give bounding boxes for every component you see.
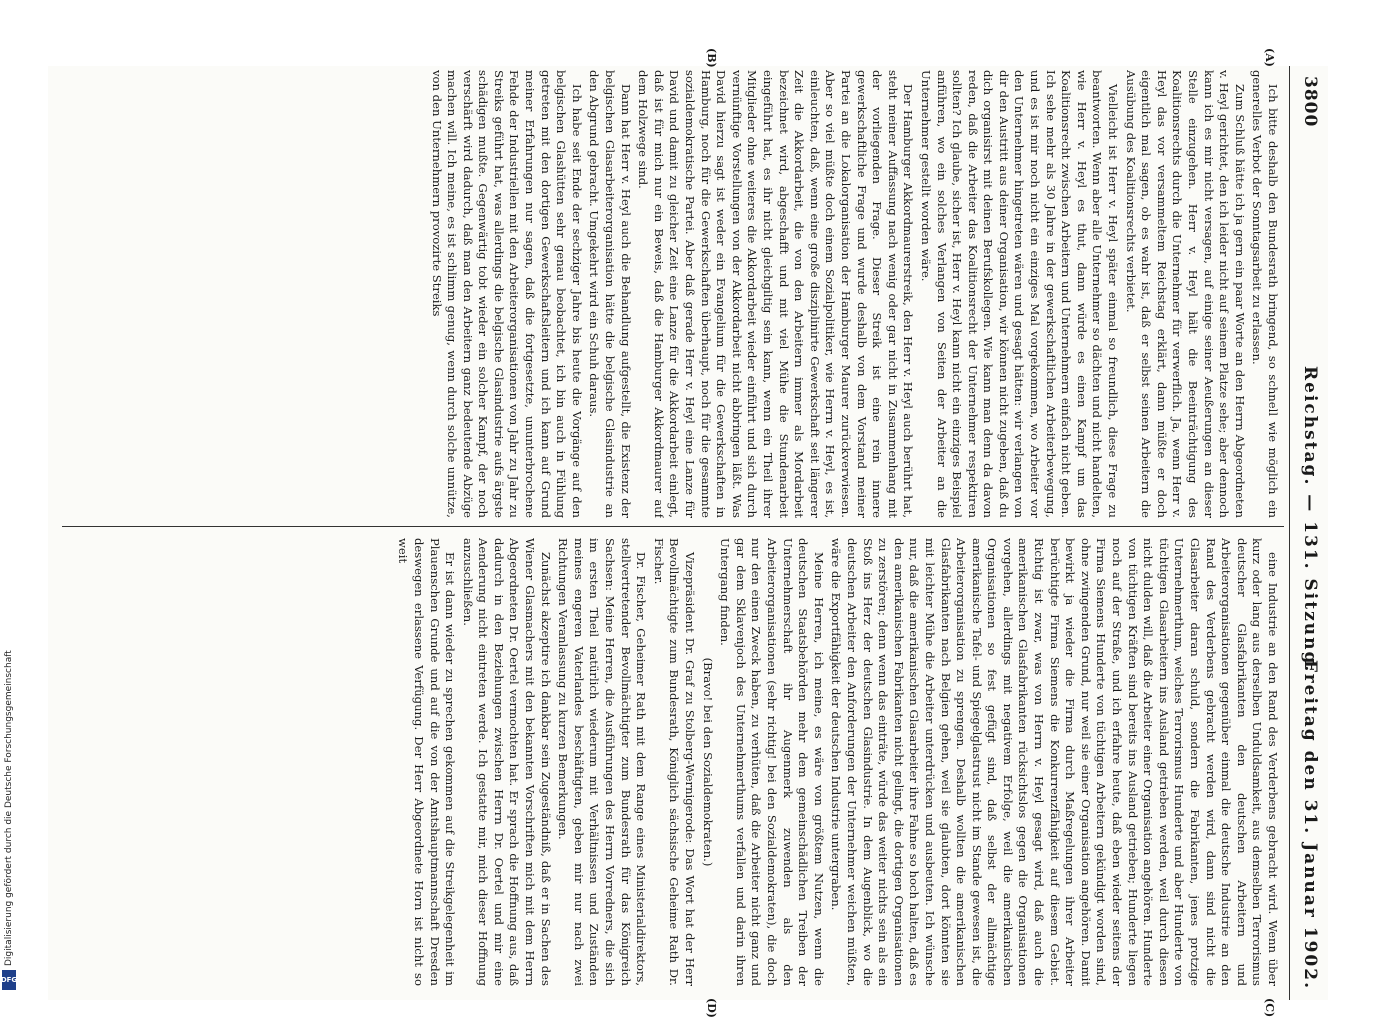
right-paragraph: Meine Herren, ich meine, es wäre von größtem Nutzen, wenn die deutschen Staatsbehörden mehr dem gemeinschädlichen Treiben der Unternehmerschaft ihr Augenmerk zuwenden als den Arbeiterorganisationen (sehr richtig! bei den Sozialdemokraten), die doch nur den einen Zweck haben, zu verhüten, daß die Arbeiter nicht ganz und gar dem Sklavenjoch des Unternehmerthums verfallen und darin ihren Untergang finden.	[718, 538, 826, 986]
credit-text: Digitalisierung gefördert durch die Deutsche Forschungsgemeinschaft	[4, 650, 14, 966]
margin-mark-a: (A)	[1263, 48, 1276, 67]
right-paragraph: eine Industrie an den Rand des Verderbens gebracht wird. Wenn über kurz oder lang aus derselben Unduldsamkeit, aus demselben Terrorismus deutscher Glasfabrikanten den deutschen Arbeitern und Arbeiterorganisationen gegenüber einmal die deutsche Industrie an den Rand des Verderbens gebracht werden wird, dann sind nicht die Glasarbeiter daran schuld, sondern die Fabrikanten, jenes protzige Unternehmerthum, welches Terrorismus Hunderte und aber Hunderte von tüchtigen Glasarbeitern ins Ausland getrieben werden, weil durch diesen nicht dulden will, daß die Arbeiter einer Organisation angehören. Hunderte von tüchtigen Kräften sind bereits ins Ausland getrieben; Hunderte liegen noch auf der Straße, und ich erfahre heute, daß eben wieder seitens der Firma Siemens Hunderte von tüchtigen Arbeitern gekündigt worden sind, ohne zwingenden Grund, nur weil sie einer Organisation angehören. Damit bewirkt ja wieder die Firma durch Maßregelungen ihrer Arbeiter berüchtigte Firma Siemens die Konkurrenzfähigkeit auf diesem Gebiet. Richtig ist zwar, was von Herrn v. Heyl gesagt wird, daß auch die amerikanischen Glasfabrikanten rücksichtslos gegen die Organisationen vorgehen, allerdings mit negativem Erfolge, weil die amerikanischen Organisationen so fest gefügt sind, daß selbst der allmächtige amerikanische Tafel- und Spiegelglastrust nicht im Stande gewesen ist, die Arbeiterorganisation zu sprengen. Deshalb wollten die amerikanischen Glasfabrikanten nach Belgien gehen, weil sie glaubten, dort könnten sie mit leichter Mühe die Arbeiter unterdrücken und ausbeuten. Ich wünsche nur, daß die amerikanischen Glasarbeiter ihre Fahne so hoch halten, daß es den amerikanischen Fabrikanten nicht gelingt, die dortigen Organisationen zu zerstören; denn wenn das einträte, würde das weiter nichts sein als ein Stoß ins Herz der deutschen Glasindustrie. In dem Augenblick, wo die deutschen Arbeiter den Anforderungen der Unternehmer weichen müßten, wäre die Exportfähigkeit der deutschen Industrie untergraben.	[829, 538, 1280, 986]
margin-mark-b: (B)	[705, 48, 718, 68]
left-paragraph: Dann hat Herr v. Heyl auch die Behandlung aufgestellt, die Existenz der belgischen Glasarbeiterorganisation hätte die belgische Glasindustrie an den Abgrund gebracht. Umgekehrt wird ein Schuh daraus.	[587, 70, 633, 518]
session-title: Reichstag. — 131. Sitzung.	[1300, 366, 1320, 674]
left-paragraph: Zum Schluß hätte ich ja gern ein paar Worte an den Herrn Abgeordneten v. Heyl gerichtet, den ich leider nicht auf seinem Platze sehe; aber dennoch kann ich es mir nicht versagen, auf einige seiner Aeußerungen an dieser Stelle einzugehen. Herr v. Heyl hält die Beeinträchtigung des Koalitionsrechts durch die Unternehmer für verwerflich. Ja, wenn Herr v. Heyl das vor versammeltem Reichstag erklärt, dann müßte er doch eigentlich mal sagen, ob es wahr ist, daß er selbst seinen Arbeitern die Ausübung des Koalitionsrechts verbietet.	[1123, 70, 1247, 518]
margin-mark-d: (D)	[705, 998, 718, 1018]
right-paragraph: Vizepräsident Dr. Graf zu Stolberg-Wernigerode: Das Wort hat der Herr Bevollmächtigte zum Bundesrath, Königlich sächsische Geheime Rath Dr. Fischer.	[651, 538, 698, 986]
page-header	[1288, 66, 1328, 1000]
right-column	[62, 538, 1280, 986]
margin-mark-c: (C)	[1263, 998, 1276, 1018]
left-column	[62, 70, 1280, 518]
dfg-logo: DFG	[2, 970, 16, 990]
column-rule	[62, 526, 1284, 527]
right-paragraph: Er ist dann wieder zu sprechen gekommen auf die Streikgelegenheit im Plauenschen Grunde und auf die von der Amtshauptmannschaft Dresden deswegen erlassene Verfügung. Der Herr Abgeordnete Horn ist nicht so weit	[396, 538, 458, 986]
page-number: 3800	[1300, 76, 1320, 128]
newspaper-page	[48, 48, 1328, 1018]
header-rule	[1289, 66, 1290, 1000]
session-date: Freitag den 31. Januar 1902.	[1300, 659, 1320, 990]
left-paragraph: Vielleicht ist Herr v. Heyl später einmal so freundlich, diese Frage zu beantworten. Wenn aber alle Unternehmer so dächten und nicht handelten, wie Herr v. Heyl es thut, dann würde es einen Kampf um das Koalitionsrecht zwischen Arbeitern und Unternehmern einfach nicht geben. Ich sehe mehr als 30 Jahre in der gewerkschaftlichen Arbeiterbewegung, und es ist mir noch nicht ein einziges Mal vorgekommen, wo Arbeiter vor den Unternehmer hingetreten wären und gesagt hätten: wir verlangen von dir den Austritt aus deiner Organisation, wir können nicht zugeben, daß du dich organisirst mit deinen Berufskollegen. Wie kann man denn da davon reden, daß die Arbeiter das Koalitionsrecht der Unternehmer respektiren sollten? Ich glaube, sicher ist, Herr v. Heyl kann nicht ein einziges Beispiel anführen, wo ein solches Verlangen von Seiten der Arbeiter an die Unternehmer gestellt worden wäre.	[918, 70, 1121, 518]
right-paragraph: Dr. Fischer, Geheimer Rath mit dem Range eines Ministerialdirektors, stellvertretender Bevollmächtigter zum Bundesrath für das Königreich Sachsen: Meine Herren, die Ausführungen des Herrn Vorredners, die sich im ersten Theil natürlich wiederum mit Verhältnissen und Zuständen meines engeren Vaterlandes beschäftigten, geben mir nur nach zwei Richtungen Veranlassung zu kurzen Bemerkungen.	[556, 538, 649, 986]
left-paragraph: Der Hamburger Akkordmaurerstreik, den Herr v. Heyl auch berührt hat, steht meiner Auffassung nach wenig oder gar nicht in Zusammenhang mit der vorliegenden Frage. Dieser Streik ist eine rein innere gewerkschaftliche Frage und wurde deshalb von dem Vorstand meiner Partei an die Lokalorganisation der Hamburger Maurer zurückverwiesen. Aber so viel müßte doch einem Sozialpolitiker, wie Herrn v. Heyl, es ist, einleuchten, daß, wenn eine große disziplinirte Gewerkschaft seit längerer Zeit die Akkordarbeit, die von den Arbeitern immer als Mordarbeit bezeichnet wird, abgeschafft und mit viel Mühe die Stundenarbeit eingeführt hat, es ihr nicht gleichgiltig sein kann, wenn ein Theil ihrer Mitglieder ohne weiteres die Akkordarbeit wieder einführt und sich durch vernünftige Vorstellungen von der Akkordarbeit nicht abbringen läßt. Was David hierzu sagt ist weder ein Evangelium für die Gewerkschaften in Hamburg, noch für die Gewerkschaften überhaupt, noch für die gesammte sozialdemokratische Partei. Aber daß gerade Herr v. Heyl eine Lanze für David und damit zu gleicher Zeit eine Lanze für die Akkordarbeit einlegt, daß ist für mich nur ein Beweis, daß die Hamburger Akkordmaurer auf dem Holzwege sind.	[636, 70, 916, 518]
applause-note: (Bravo! bei den Sozialdemokraten.)	[700, 657, 715, 867]
left-paragraph: Ich bitte deshalb den Bundesrath bringend, so schnell wie möglich ein generelles Verbot der Sonntagsarbeit zu erlassen.	[1250, 70, 1280, 518]
left-paragraph: Ich habe seit Ende der sechziger Jahre bis heute die Vorgänge auf den belgischen Glashütten sehr genau beobachtet, ich bin auch in Fühlung getreten mit den dortigen Gewerkschaftsleitern und ich kann auf Grund meiner Erfahrungen nur sagen, daß die fortgesetzte, ununterbrochene Fehde der Industriellen mit den Arbeiterorganisationen von Jahr zu Jahr zu Streiks geführt hat, was allerdings die belgische Glasindustrie aufs ärgste schädigen mußte. Gegenwärtig tobt wieder ein solcher Kampf, der noch verschärft wird dadurch, daß man den Arbeitern ganz bedeutende Abzüge machen will. Ich meine, es ist schlimm genug, wenn durch solche unnütze, von den Unternehmern provozirte Streiks	[429, 70, 584, 518]
right-paragraph: Zunächst akzeptire ich dankbar sein Zugeständniß, daß er in Sachen des Wiener Glasmachers mit den bekannten Vorschriften mich mit dem Herrn Abgeordneten Dr. Oertel vermochten hat. Er sprach die Hoffnung aus, daß dadurch in den Beziehungen zwischen Herrn Dr. Oertel und mir eine Aenderung nicht eintreten werde. Ich gestatte mir, mich dieser Hoffnung anzuschließen.	[460, 538, 553, 986]
